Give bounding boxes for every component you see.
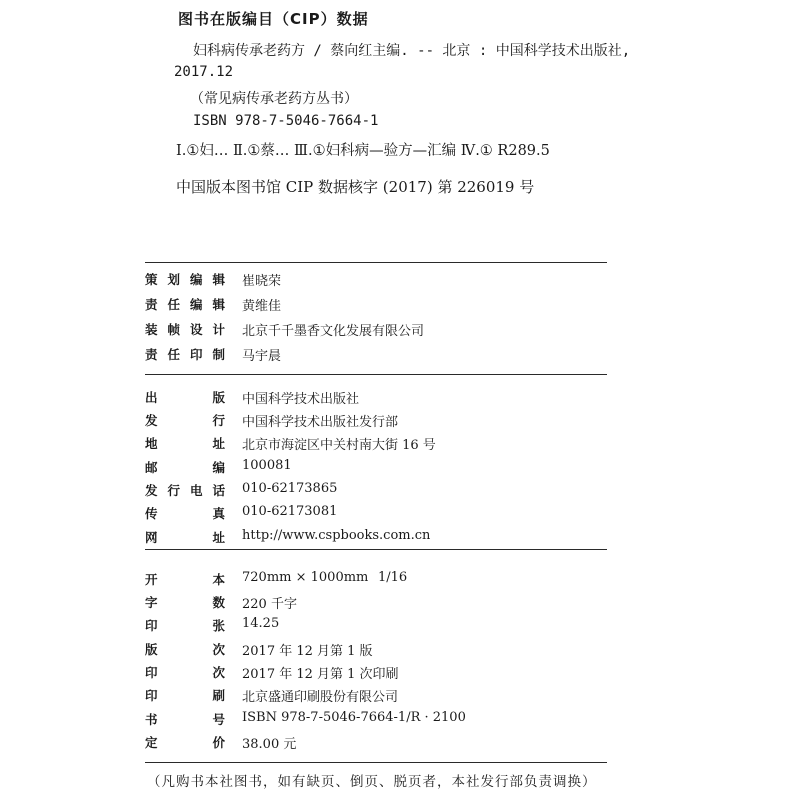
spec-value: 38.00 元 bbox=[242, 737, 297, 752]
spec-row bbox=[145, 710, 615, 730]
spec-row bbox=[145, 593, 615, 613]
publisher-label: 出 版 bbox=[145, 390, 225, 405]
publisher-row bbox=[145, 481, 615, 501]
cip-line-date: 2017.12 bbox=[174, 64, 234, 80]
staff-label: 责 任 编 辑 bbox=[145, 297, 225, 312]
cip-data-number: 中国版本图书馆 CIP 数据核字 (2017) 第 226019 号 bbox=[176, 178, 535, 196]
staff-value: 黄维佳 bbox=[242, 299, 282, 314]
spec-row bbox=[145, 616, 615, 636]
staff-value: 崔晓荣 bbox=[242, 274, 282, 289]
publisher-value: 中国科学技术出版社 bbox=[242, 392, 360, 407]
publisher-row bbox=[145, 528, 615, 548]
staff-label: 责 任 印 制 bbox=[145, 347, 225, 362]
publisher-row bbox=[145, 411, 615, 431]
spec-value: ISBN 978-7-5046-7664-1/R · 2100 bbox=[242, 710, 466, 725]
spec-value: 2017 年 12 月第 1 次印刷 bbox=[242, 667, 399, 682]
cip-title: 图书在版编目（CIP）数据 bbox=[178, 10, 369, 28]
staff-label: 策 划 编 辑 bbox=[145, 272, 225, 287]
spec-row bbox=[145, 663, 615, 683]
spec-value: 14.25 bbox=[242, 616, 280, 631]
publisher-value: 010-62173865 bbox=[242, 481, 338, 496]
spec-label: 书 号 bbox=[145, 712, 225, 727]
spec-value: 2017 年 12 月第 1 版 bbox=[242, 644, 373, 659]
publisher-value: 中国科学技术出版社发行部 bbox=[242, 415, 399, 430]
publisher-value: 北京市海淀区中关村南大街 16 号 bbox=[242, 438, 436, 453]
spec-row bbox=[145, 686, 615, 706]
publisher-row bbox=[145, 504, 615, 524]
staff-label: 装 帧 设 计 bbox=[145, 322, 225, 337]
staff-value: 北京千千墨香文化发展有限公司 bbox=[242, 324, 425, 339]
replacement-notice: （凡购书本社图书，如有缺页、倒页、脱页者，本社发行部负责调换） bbox=[147, 774, 597, 790]
publisher-row bbox=[145, 388, 615, 408]
spec-label: 印 刷 bbox=[145, 688, 225, 703]
divider-bottom bbox=[145, 762, 607, 763]
cip-line-title-author: 妇科病传承老药方 / 蔡向红主编. -- 北京 : 中国科学技术出版社, bbox=[193, 43, 631, 59]
publisher-row bbox=[145, 458, 615, 478]
publisher-value: 100081 bbox=[242, 458, 292, 473]
spec-value: 220 千字 bbox=[242, 597, 297, 612]
staff-value: 马宇晨 bbox=[242, 349, 282, 364]
publisher-label: 发 行 bbox=[145, 413, 225, 428]
staff-row bbox=[145, 270, 615, 290]
spec-label: 字 数 bbox=[145, 595, 225, 610]
publisher-label: 传 真 bbox=[145, 506, 225, 521]
publisher-label: 邮 编 bbox=[145, 460, 225, 475]
spec-label: 印 张 bbox=[145, 618, 225, 633]
publisher-label: 地 址 bbox=[145, 436, 225, 451]
publisher-label: 网 址 bbox=[145, 530, 225, 545]
staff-row bbox=[145, 320, 615, 340]
cip-line-isbn: ISBN 978-7-5046-7664-1 bbox=[193, 113, 379, 129]
cip-line-series: （常见病传承老药方丛书） bbox=[190, 91, 358, 107]
publisher-value: 010-62173081 bbox=[242, 504, 338, 519]
spec-label: 版 次 bbox=[145, 642, 225, 657]
staff-row bbox=[145, 295, 615, 315]
publisher-label: 发 行 电 话 bbox=[145, 483, 225, 498]
divider-publisher-specs bbox=[145, 549, 607, 550]
spec-value: 北京盛通印刷股份有限公司 bbox=[242, 690, 399, 705]
spec-label: 定 价 bbox=[145, 735, 225, 750]
divider-top bbox=[145, 262, 607, 263]
divider-staff-publisher bbox=[145, 374, 607, 375]
spec-row bbox=[145, 733, 615, 753]
staff-row bbox=[145, 345, 615, 365]
spec-row bbox=[145, 570, 615, 590]
cip-line-classification: Ⅰ.①妇… Ⅱ.①蔡… Ⅲ.①妇科病—验方—汇编 Ⅳ.① R289.5 bbox=[176, 143, 550, 159]
publisher-website: http://www.cspbooks.com.cn bbox=[242, 528, 431, 543]
spec-label: 印 次 bbox=[145, 665, 225, 680]
spec-label: 开 本 bbox=[145, 572, 225, 587]
spec-extra: 1/16 bbox=[378, 570, 408, 585]
spec-row bbox=[145, 640, 615, 660]
spec-value: 720mm × 1000mm bbox=[242, 570, 369, 585]
publisher-row bbox=[145, 434, 615, 454]
